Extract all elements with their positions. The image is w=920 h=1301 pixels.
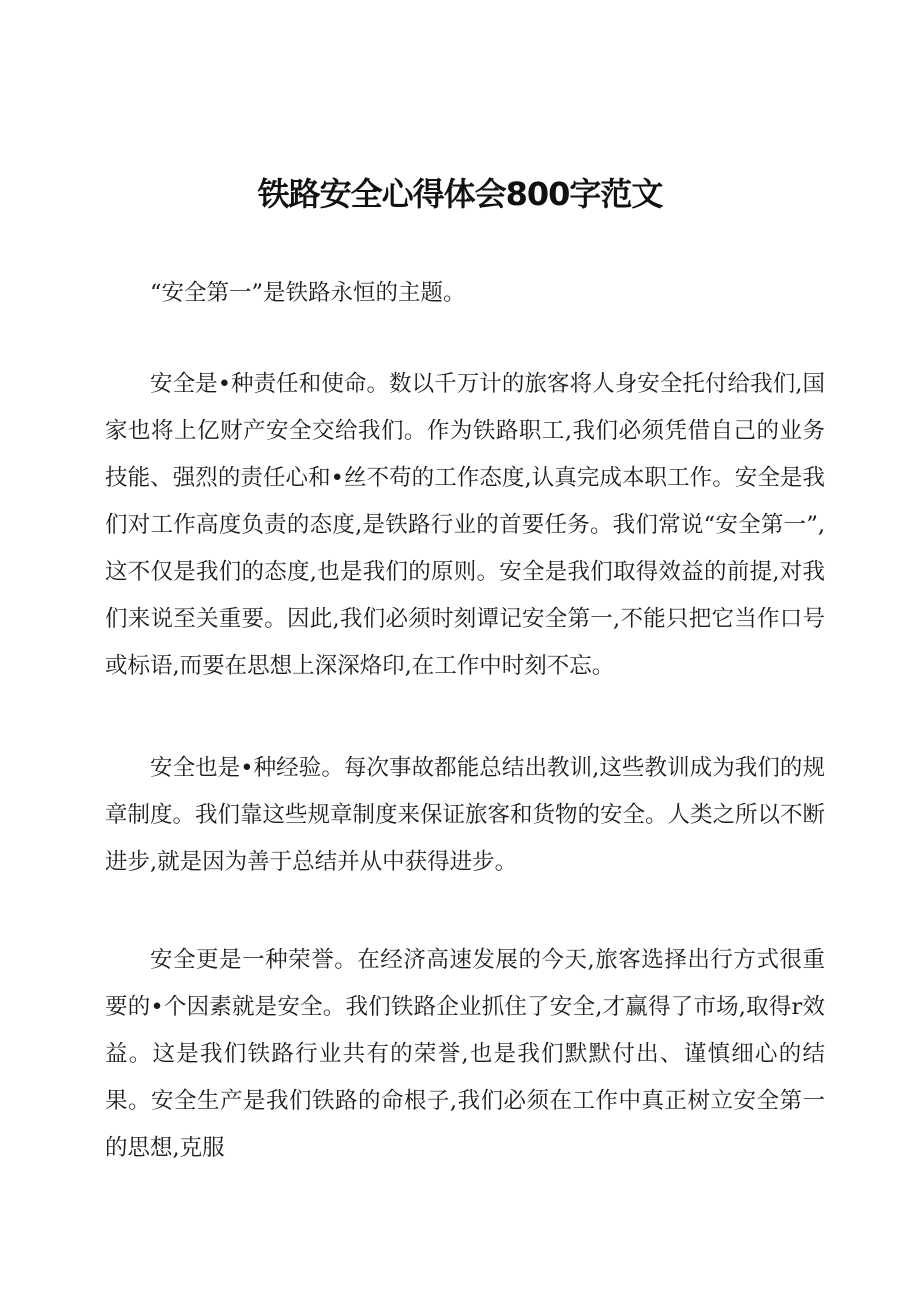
paragraph-responsibility: 安全是•种责任和使命。数以千万计的旅客将人身安全托付给我们,国家也将上亿财产安全交给我们。作为铁路职工,我们必须凭借自己的业务技能、强烈的责任心和•丝不苟的工作态度,认真完成本职工作。安全是我们对工作高度负责的态度,是铁路行业的首要任务。我们常说“安全第一”,这不仅是我们的态度,也是我们的原则。安全是我们取得效益的前提,对我们来说至关重要。因此,我们必须时刻谭记安全第一,不能只把它当作口号或标语,而要在思想上深深烙印,在工作中时刻不忘。 bbox=[105, 371, 825, 679]
document-title: 铁路安全心得体会800字范文 bbox=[257, 175, 663, 213]
paragraph-experience: 安全也是•种经验。每次事故都能总结出教训,这些教训成为我们的规章制度。我们靠这些规章制度来保证旅客和货物的安全。人类之所以不断进步,就是因为善于总结并从中获得进步。 bbox=[105, 755, 826, 875]
paragraph-intro: “安全第一”是铁路永恒的主题。 bbox=[150, 280, 466, 306]
paragraph-honor: 安全更是一种荣誉。在经济高速发展的今天,旅客选择出行方式很重要的•个因素就是安全。我们铁路企业抓住了安全,才赢得了市场,取得r效益。这是我们铁路行业共有的荣誉,也是我们默默付出、谨慎细心的结果。安全生产是我们铁路的命根子,我们必须在工作中真正树立安全第一的思想,克服 bbox=[105, 947, 825, 1161]
